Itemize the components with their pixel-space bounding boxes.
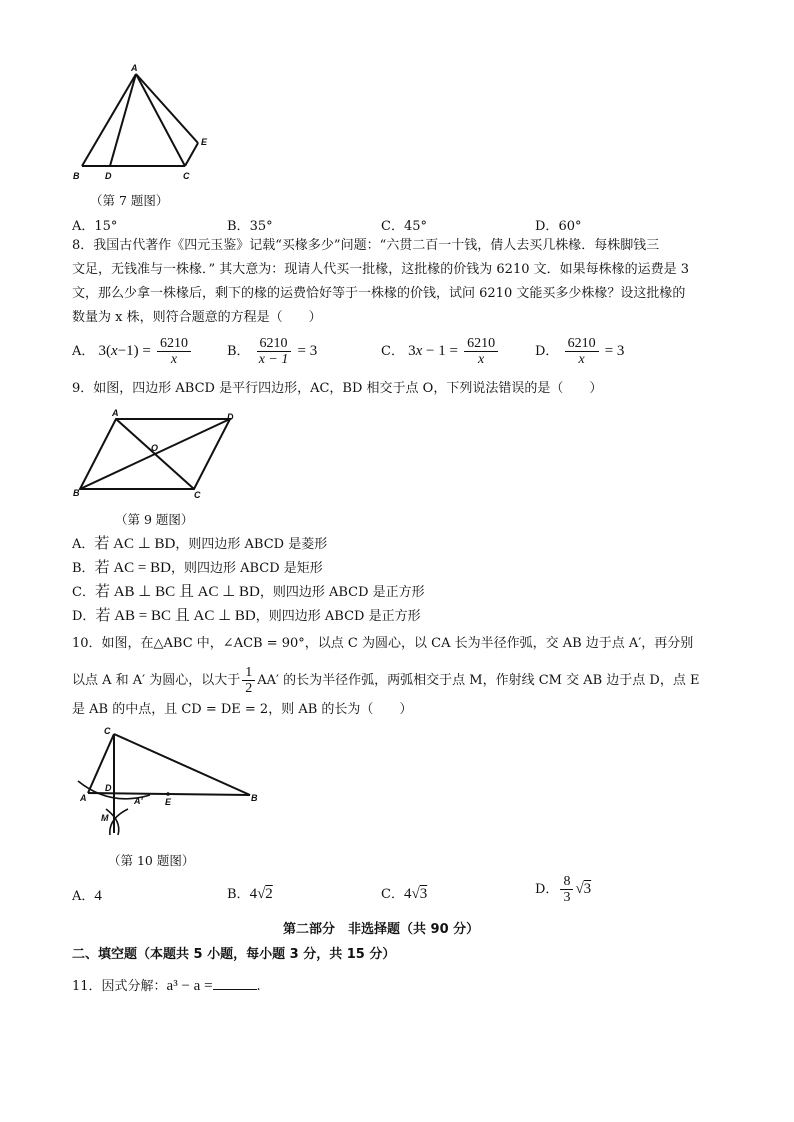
label-a-prime: A' — [134, 796, 143, 806]
label-d: D — [227, 412, 234, 422]
section-fill-blank-heading: 二、填空题（本题共 5 小题，每小题 3 分，共 15 分） — [72, 947, 396, 962]
label-b: B — [73, 488, 80, 498]
seg-ab — [82, 74, 136, 166]
q8-stem-line-2: 文足，无钱准与一株椽．” 其大意为：现请人代买一批椽，这批椽的价钱为 6210 文．如果每株椽的运费是 3 — [72, 262, 690, 277]
label-b: B — [73, 171, 80, 181]
q9-stem: 9．如图，四边形 ABCD 是平行四边形，AC，BD 相交于点 O，下列说法错误的是（ ） — [72, 381, 603, 396]
q8-option-d[interactable]: D． $\frac{6210}{x}$ = 3 — [535, 336, 625, 367]
q7-caption: （第 7 题图） — [90, 193, 169, 208]
q10-stem-line-3: 是 AB 的中点，且 CD = DE = 2，则 AB 的长为（ ） — [72, 702, 413, 717]
q10-option-c[interactable]: C．4√3 — [381, 886, 428, 902]
q10-stem-line-1: 10．如图，在△ABC 中，∠ACB = 90°，以点 C 为圆心，以 CA 长为半径作弧，交 AB 边于点 A′，再分别 — [72, 636, 694, 651]
label-o: O — [151, 443, 159, 453]
label-b: B — [251, 793, 258, 803]
q8-stem-line-3: 文，那么少拿一株椽后，剩下的椽的运费恰好等于一株椽的价钱，试问 6210 文能买多少株椽？设这批椽的 — [72, 286, 686, 301]
q10-option-d[interactable]: D． $\frac{8}{3}$ √3 — [535, 874, 592, 905]
q8-option-c[interactable]: C． 3x − 1 = $\frac{6210}{x}$ — [381, 336, 500, 367]
q9-caption: （第 9 题图） — [115, 512, 194, 527]
q9-option-c[interactable]: C．若 AB ⊥ BC 且 AC ⊥ BD，则四边形 ABCD 是正方形 — [72, 584, 425, 600]
label-c: C — [104, 726, 111, 736]
label-a: A — [80, 793, 87, 803]
label-a: A — [131, 63, 138, 73]
q9-figure — [70, 405, 245, 500]
q7-figure — [70, 60, 220, 185]
q8-stem-line-4: 数量为 x 株，则符合题意的方程是（ ） — [72, 310, 322, 325]
part2-title: 第二部分 非选择题（共 90 分） — [283, 922, 480, 937]
q7-option-a[interactable]: A．15° — [72, 219, 118, 234]
label-e: E — [201, 137, 208, 147]
label-d: D — [105, 783, 112, 793]
q8-stem-line-1: 8．我国古代著作《四元玉鉴》记载“买椽多少”问题：“六贯二百一十钱，倩人去买几株椽．每株脚钱三 — [72, 238, 660, 253]
q10-option-b[interactable]: B．4√2 — [227, 886, 273, 902]
q9-option-d[interactable]: D．若 AB = BC 且 AC ⊥ BD，则四边形 ABCD 是正方形 — [72, 608, 421, 624]
label-c: C — [194, 490, 201, 500]
seg-ce — [185, 143, 198, 166]
q7-option-d[interactable]: D．60° — [535, 219, 582, 234]
q11-answer-blank[interactable] — [213, 977, 257, 990]
label-m: M — [101, 813, 109, 823]
q7-option-c[interactable]: C．45° — [381, 219, 427, 234]
label-e: E — [165, 797, 172, 807]
q10-caption: （第 10 题图） — [108, 853, 195, 868]
q8-option-a[interactable]: A． 3(x−1) = $\frac{6210}{x}$ — [72, 336, 193, 367]
label-a: A — [112, 408, 119, 418]
q10-figure — [70, 725, 270, 840]
q7-option-b[interactable]: B．35° — [227, 219, 273, 234]
label-d: D — [105, 171, 112, 181]
q8-option-b[interactable]: B． $\frac{6210}{x - 1}$ = 3 — [227, 336, 318, 367]
q9-option-a[interactable]: A．若 AC ⊥ BD，则四边形 ABCD 是菱形 — [72, 536, 328, 552]
label-c: C — [183, 171, 190, 181]
q11-stem: 11．因式分解：a³ − a = . — [72, 978, 261, 994]
q10-option-a[interactable]: A．4 — [72, 888, 102, 904]
point-e — [166, 792, 170, 796]
seg-ad — [110, 74, 136, 166]
seg-cb — [114, 734, 250, 795]
q9-option-b[interactable]: B．若 AC = BD，则四边形 ABCD 是矩形 — [72, 560, 323, 576]
diag-bd — [80, 419, 230, 489]
q10-stem-line-2: 以点 A 和 A′ 为圆心，以大于 $\frac{1}{2}$ AA′ 的长为半径作弧，两弧相交于点 M，作射线 CM 交 AB 边于点 D，点 E — [72, 665, 700, 696]
